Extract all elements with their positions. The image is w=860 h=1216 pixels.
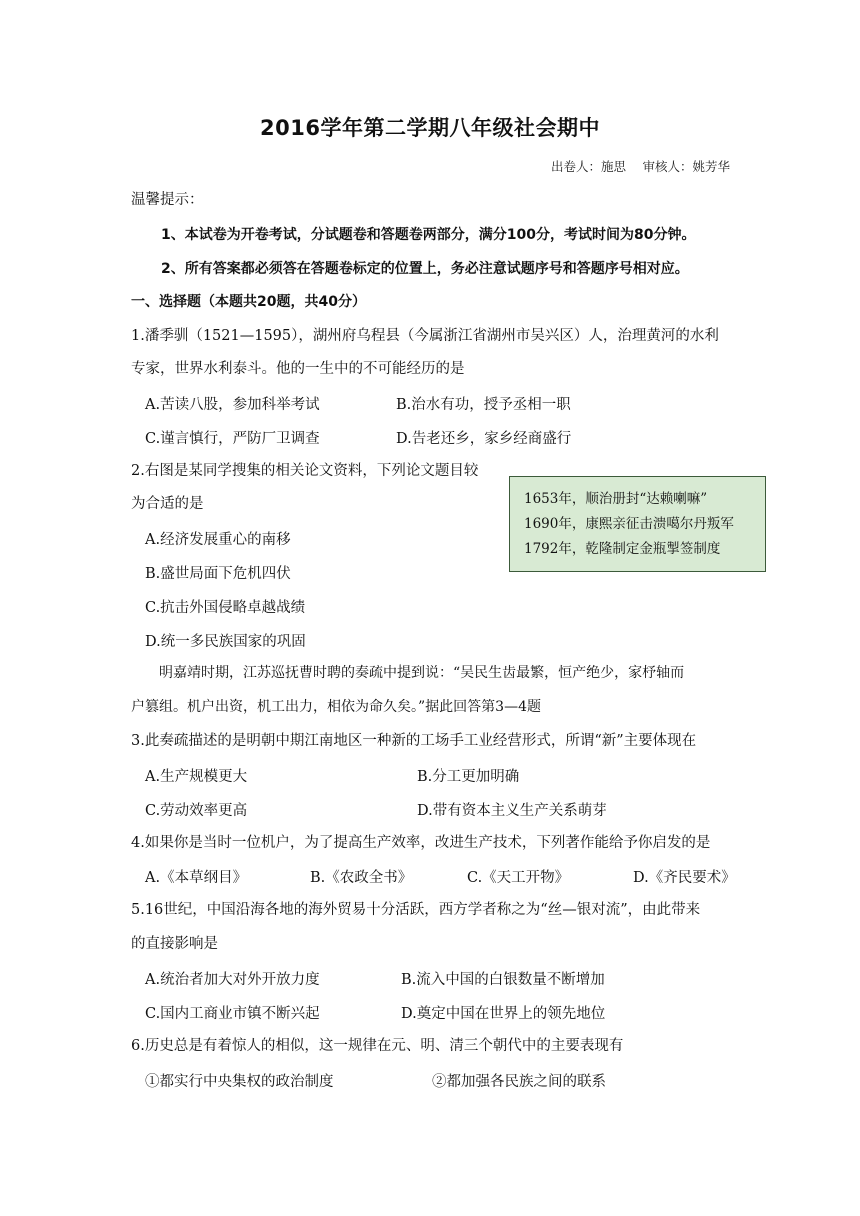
- material-line-3: 1792年，乾隆制定金瓶掣签制度: [524, 541, 721, 557]
- question-2-option-b: B.盛世局面下危机四伏: [145, 566, 291, 582]
- question-4-option-a: A.《本草纲目》: [145, 870, 248, 886]
- material-line-2: 1690年，康熙亲征击溃噶尔丹叛军: [524, 516, 734, 532]
- question-1-option-c: C.谨言慎行，严防厂卫调查: [145, 431, 320, 447]
- question-5-option-a: A.统治者加大对外开放力度: [145, 972, 320, 988]
- passage-line-1: 明嘉靖时期，江苏巡抚曹时聘的奏疏中提到说：“吴民生齿最繁，恒产绝少，家杼轴而: [159, 665, 685, 681]
- question-5-option-c: C.国内工商业市镇不断兴起: [145, 1006, 320, 1022]
- tip-item-2: 2、所有答案都必须答在答题卷标定的位置上，务必注意试题序号和答题序号相对应。: [161, 261, 689, 277]
- question-2-option-d: D.统一多民族国家的巩固: [145, 634, 306, 650]
- material-box: [509, 476, 766, 572]
- question-6-stem: 6.历史总是有着惊人的相似，这一规律在元、明、清三个朝代中的主要表现有: [131, 1038, 624, 1054]
- question-4-stem: 4.如果你是当时一位机户，为了提高生产效率，改进生产技术，下列著作能给予你启发的是: [131, 835, 711, 851]
- question-5-option-b: B.流入中国的白银数量不断增加: [401, 972, 605, 988]
- question-3-option-d: D.带有资本主义生产关系萌芽: [417, 803, 607, 819]
- question-3-option-b: B.分工更加明确: [417, 769, 520, 785]
- question-1-option-d: D.告老还乡，家乡经商盛行: [396, 431, 572, 447]
- question-4-option-b: B.《农政全书》: [310, 870, 413, 886]
- question-1-option-b: B.治水有功，授予丞相一职: [396, 397, 571, 413]
- question-6-statement-1: ①都实行中央集权的政治制度: [145, 1074, 334, 1090]
- question-6-statement-2: ②都加强各民族之间的联系: [432, 1074, 606, 1090]
- tip-item-1: 1、本试卷为开卷考试，分试题卷和答题卷两部分，满分100分，考试时间为80分钟。: [161, 227, 696, 243]
- section-heading: 一、选择题（本题共20题，共40分）: [131, 294, 366, 310]
- question-2-option-c: C.抗击外国侵略卓越战绩: [145, 600, 306, 616]
- question-1-stem-cont: 专家，世界水利泰斗。他的一生中的不可能经历的是: [131, 361, 465, 377]
- passage-line-2: 户篡组。机户出资，机工出力，相依为命久矣。”据此回答第3—4题: [131, 699, 541, 715]
- question-3-option-a: A.生产规模更大: [145, 769, 248, 785]
- page-title: 2016学年第二学期八年级社会期中: [260, 116, 600, 140]
- question-1-option-a: A.苦读八股，参加科举考试: [145, 397, 320, 413]
- question-5-stem-cont: 的直接影响是: [131, 936, 218, 952]
- tips-heading: 温馨提示：: [131, 192, 204, 208]
- question-1-stem: 1.潘季驯（1521—1595），湖州府乌程县（今属浙江省湖州市吴兴区）人，治理黄河的水利: [131, 328, 719, 344]
- question-2-stem: 2.右图是某同学搜集的相关论文资料，下列论文题目较: [131, 463, 479, 479]
- question-5-stem: 5.16世纪，中国沿海各地的海外贸易十分活跃，西方学者称之为“丝—银对流”，由此带来: [131, 902, 701, 918]
- question-4-option-d: D.《齐民要术》: [633, 870, 736, 886]
- question-5-option-d: D.奠定中国在世界上的领先地位: [401, 1006, 606, 1022]
- question-2-option-a: A.经济发展重心的南移: [145, 532, 291, 548]
- question-4-option-c: C.《天工开物》: [467, 870, 570, 886]
- question-3-option-c: C.劳动效率更高: [145, 803, 248, 819]
- question-2-stem-cont: 为合适的是: [131, 496, 204, 512]
- authors-line: 出卷人：施思 审核人：姚芳华: [551, 159, 730, 174]
- question-3-stem: 3.此奏疏描述的是明朝中期江南地区一种新的工场手工业经营形式，所谓“新”主要体现在: [131, 733, 697, 749]
- material-line-1: 1653年，顺治册封“达赖喇嘛”: [524, 491, 708, 507]
